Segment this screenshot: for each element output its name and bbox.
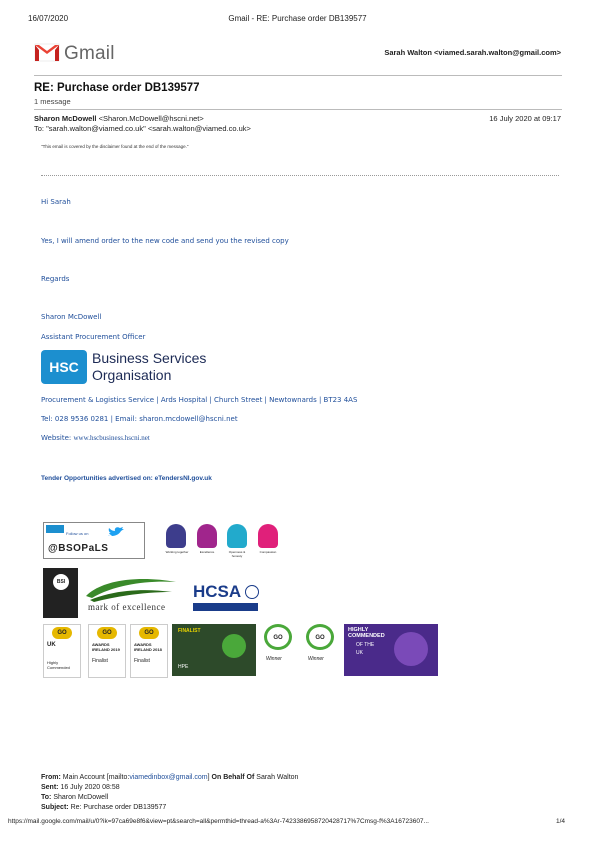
value-label-2: Excellence xyxy=(199,550,215,554)
twitter-badge[interactable] xyxy=(43,522,145,559)
fwd-to-line xyxy=(41,794,108,801)
bsi-logo: BSI xyxy=(53,574,69,590)
award-badge-7 xyxy=(344,624,438,676)
subject-divider xyxy=(34,109,562,110)
award-badge-5 xyxy=(260,624,296,676)
award-7-line1: OF THE xyxy=(356,642,375,648)
fwd-from-email[interactable]: viamedinbox@gmail.com xyxy=(129,774,208,781)
print-title: Gmail - RE: Purchase order DB139577 xyxy=(228,14,367,23)
sender-email: <Sharon.McDowell@hscni.net> xyxy=(98,114,204,123)
hcsa-logo: HCSA xyxy=(193,582,242,601)
hcsa-crest-icon xyxy=(245,585,259,599)
award-badge-3 xyxy=(130,624,168,678)
recipient-line: To: "sarah.walton@viamed.co.uk" <sarah.walton@viamed.co.uk> xyxy=(34,124,251,133)
print-date: 16/07/2020 xyxy=(28,14,69,23)
message-date: 16 July 2020 at 09:17 xyxy=(489,114,561,123)
award-1-line2: Highly Commended xyxy=(47,660,70,670)
award-badge-6 xyxy=(302,624,338,676)
award-7-seal-icon xyxy=(394,632,428,666)
hcsa-strip xyxy=(193,603,258,611)
award-3-line1: AWARDS IRELAND 2018 xyxy=(134,642,162,652)
fwd-subject-line xyxy=(41,804,166,811)
fwd-subject-value: Re: Purchase order DB139577 xyxy=(70,804,167,811)
message-count: 1 message xyxy=(34,97,71,106)
fwd-on-behalf-label: On Behalf Of xyxy=(211,774,255,781)
sign-off: Regards xyxy=(41,275,70,283)
award-4-line1: HPE xyxy=(178,664,189,670)
fwd-from-line xyxy=(41,774,298,781)
award-6-line1: Winner xyxy=(308,656,324,662)
fwd-from-label: From: xyxy=(41,774,61,781)
award-7-line2: UK xyxy=(356,650,363,656)
mark-of-excellence-text: mark of excellence xyxy=(88,602,166,612)
fwd-from-close: ] xyxy=(207,774,210,781)
account-email: Sarah Walton <viamed.sarah.walton@gmail.com> xyxy=(384,48,561,57)
print-page: 1/4 xyxy=(556,818,566,825)
award-2-line1: AWARDS IRELAND 2019 xyxy=(92,642,120,652)
sender-name: Sharon McDowell xyxy=(34,114,97,123)
fwd-sent-value: 16 July 2020 08:58 xyxy=(60,784,120,791)
contact-line xyxy=(41,415,238,423)
org-name-line2: Organisation xyxy=(92,367,172,383)
award-badge-4 xyxy=(172,624,256,676)
award-2-line2: Finalist xyxy=(92,658,108,664)
award-badge-2 xyxy=(88,624,126,678)
sender-line xyxy=(34,114,204,123)
award-5-line1: Winner xyxy=(266,656,282,662)
fwd-to-value: Sharon McDowell xyxy=(53,794,109,801)
mark-of-excellence-swoosh-icon xyxy=(84,574,179,604)
signature-name: Sharon McDowell xyxy=(41,313,102,321)
tender-line xyxy=(41,475,212,482)
award-2-logo: GO xyxy=(97,627,117,639)
website-line xyxy=(41,434,150,442)
tel-label: Tel: 028 9536 0281 | Email: xyxy=(41,415,140,423)
org-address: Procurement & Logistics Service | Ards Hospital | Church Street | Newtownards | BT23 4AS xyxy=(41,396,358,404)
award-badge-1 xyxy=(43,624,81,678)
award-3-line2: Finalist xyxy=(134,658,150,664)
dotted-divider xyxy=(41,175,559,176)
values-icons xyxy=(164,522,282,558)
award-1-logo: GO xyxy=(52,627,72,639)
gmail-wordmark: Gmail xyxy=(64,43,115,64)
award-5-logo: GO xyxy=(264,624,292,650)
value-label-4: Compassion xyxy=(259,550,277,554)
message-body: Yes, I will amend order to the new code and send you the revised copy xyxy=(41,237,289,245)
fwd-to-label: To: xyxy=(41,794,52,801)
value-label-3: Openness & honesty xyxy=(228,550,246,558)
greeting: Hi Sarah xyxy=(41,198,71,206)
value-icon-3 xyxy=(227,524,247,548)
hsc-logo: HSC xyxy=(41,350,87,384)
disclaimer-note: "This email is covered by the disclaimer found at the end of the message." xyxy=(41,144,189,149)
award-3-logo: GO xyxy=(139,627,159,639)
twitter-handle: @BSOPaLS xyxy=(48,543,109,554)
award-4-logo: FINALIST xyxy=(178,628,201,634)
fwd-sent-label: Sent: xyxy=(41,784,59,791)
value-icon-4 xyxy=(258,524,278,548)
fwd-on-behalf-value: Sarah Walton xyxy=(256,774,299,781)
fwd-from-value: Main Account [mailto: xyxy=(62,774,130,781)
hsc-mini-logo xyxy=(46,525,64,533)
email-link[interactable]: sharon.mcdowell@hscni.net xyxy=(139,415,238,423)
fwd-sent-line xyxy=(41,784,120,791)
twitter-bird-icon xyxy=(106,525,126,539)
print-url: https://mail.google.com/mail/u/0?ik=97ca69e8f6&view=pt&search=all&permthid=thread-a%3Ar-7423386958720428717%7Cmsg-f%3A16723607... xyxy=(8,818,429,825)
bsi-badge xyxy=(43,568,78,618)
gmail-logo-icon xyxy=(34,42,60,62)
value-icon-1 xyxy=(166,524,186,548)
twitter-follow-text: Follow us on xyxy=(66,531,89,536)
value-label-1: Working together xyxy=(165,550,189,554)
tender-label: Tender Opportunities advertised on: xyxy=(41,475,155,482)
org-name xyxy=(92,350,206,384)
fwd-subject-label: Subject: xyxy=(41,804,69,811)
tender-link[interactable]: eTendersNI.gov.uk xyxy=(154,475,212,482)
award-7-logo: HIGHLY COMMENDED xyxy=(348,627,385,639)
thread-subject: RE: Purchase order DB139577 xyxy=(34,82,200,94)
signature-title: Assistant Procurement Officer xyxy=(41,333,146,341)
award-1-line1: UK xyxy=(47,642,56,648)
website-label: Website: xyxy=(41,434,74,442)
award-6-logo: GO xyxy=(306,624,334,650)
award-4-seal-icon xyxy=(222,634,246,658)
org-name-line1: Business Services xyxy=(92,350,207,366)
value-icon-2 xyxy=(197,524,217,548)
website-link[interactable]: www.hscbusiness.hscni.net xyxy=(73,434,150,442)
header-divider xyxy=(34,75,562,76)
